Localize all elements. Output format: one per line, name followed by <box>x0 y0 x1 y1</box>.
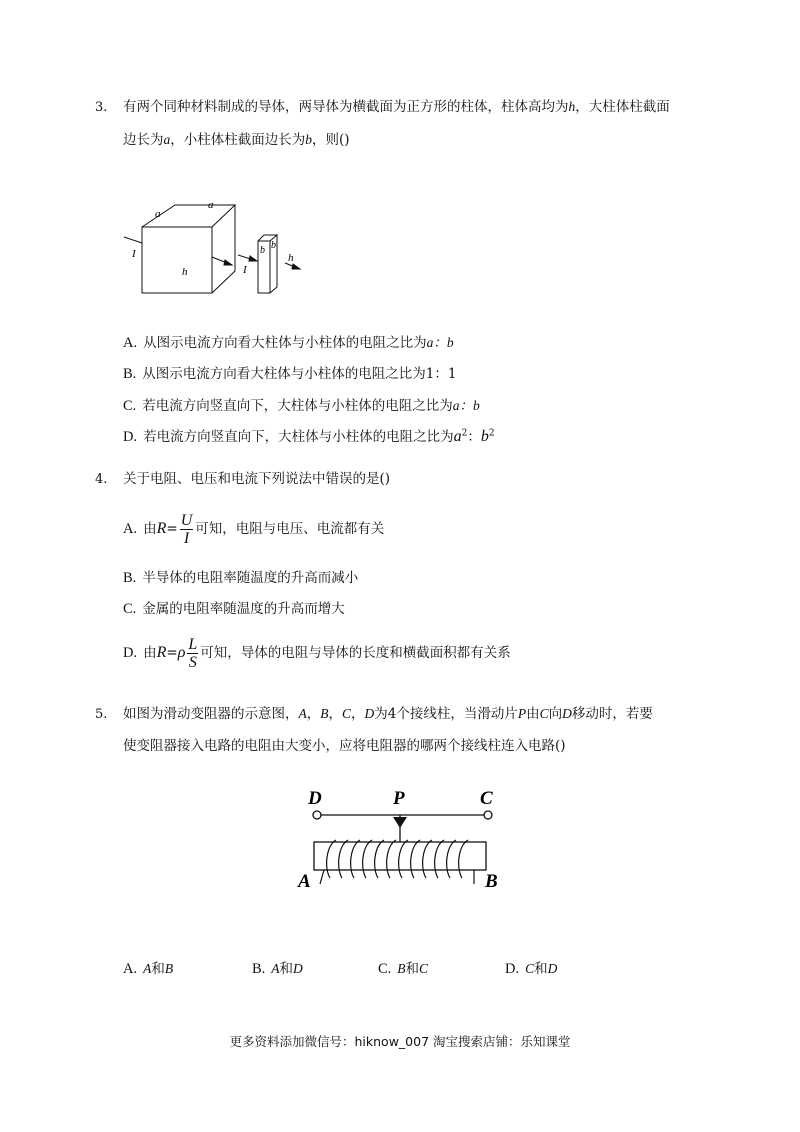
q5-var-P: P <box>517 706 527 721</box>
q3-var-b: b <box>305 132 312 147</box>
q5-option-c-y: C <box>419 961 429 976</box>
slider-rod <box>313 811 492 842</box>
q4-option-b-label: B. <box>123 570 137 586</box>
footer-promo: 更多资料添加微信号：hiknow_007 淘宝搜索店铺：乐知课堂 <box>229 1034 571 1049</box>
q3-line2-end: ，则() <box>312 132 350 148</box>
q5-option-a-label: A. <box>123 961 138 977</box>
q5-option-d-x: C <box>525 961 535 976</box>
q3-option-d-label: D. <box>123 429 138 445</box>
q4-option-c[interactable] <box>123 597 345 618</box>
q5-var-D2: D <box>562 706 572 721</box>
fig-label-a-left: a <box>155 208 161 220</box>
rheo-label-P: P <box>393 788 405 809</box>
q4-option-d-R: R <box>156 644 167 661</box>
q3-line2-a: 边长为 <box>123 132 164 148</box>
q5-var-B: B <box>320 706 329 721</box>
big-cube-front <box>142 227 212 293</box>
q3-line2-b: ，小柱体柱截面边长为 <box>170 132 306 148</box>
q4-option-a-fraction <box>180 512 194 547</box>
arrow-big-out-head <box>224 260 232 265</box>
q3-option-c-math: a：b <box>452 398 480 413</box>
q3-option-d-sup2: 2 <box>488 428 495 439</box>
q3-line1-end: ，大柱体柱截面 <box>575 99 670 115</box>
rheo-label-B: B <box>485 871 498 892</box>
q4-option-a[interactable] <box>123 512 384 547</box>
q5-option-d-and: 和 <box>534 961 548 977</box>
q4-option-a-label: A. <box>123 521 138 537</box>
arrow-small-out-head <box>292 264 300 269</box>
q5-comma-3: ， <box>351 706 365 722</box>
q3-option-a-text: 从图示电流方向看大柱体与小柱体的电阻之比为 <box>143 335 427 351</box>
q3-option-b-label: B. <box>123 366 137 382</box>
fig-label-h-big: h <box>182 266 188 278</box>
q5-var-D: D <box>364 706 375 721</box>
q4-option-d-post: 可知，导体的电阻与导体的长度和横截面积都有关系 <box>200 645 511 661</box>
q3-line2 <box>123 130 350 150</box>
q3-var-h: h <box>568 99 576 114</box>
q3-option-d-base1: a <box>453 428 462 445</box>
fig-label-b2: b <box>271 240 276 251</box>
q4-option-c-text: 金属的电阻率随温度的升高而增大 <box>142 601 345 617</box>
q4-option-a-num: U <box>180 512 193 529</box>
q5-option-b-and: 和 <box>279 961 294 977</box>
q4-option-a-R: R <box>156 520 167 537</box>
q3-var-a: a <box>163 132 171 147</box>
q5-option-b-label: B. <box>252 961 266 977</box>
q5-option-a-x: A <box>143 961 152 976</box>
q5-line1 <box>123 704 653 724</box>
q4-option-c-label: C. <box>123 601 137 617</box>
q4-option-d-den: S <box>188 654 197 671</box>
q3-figure-conductors <box>120 195 320 305</box>
q4-option-d[interactable] <box>123 636 511 671</box>
q3-option-d[interactable] <box>123 425 495 446</box>
q5-option-c-and: 和 <box>405 961 420 977</box>
q5-option-d-label: D. <box>505 961 520 977</box>
q3-option-a[interactable] <box>123 331 454 352</box>
q3-option-b[interactable] <box>123 362 456 383</box>
q5-option-a-y: B <box>164 961 174 976</box>
fig-label-I-right: I <box>243 264 247 276</box>
q3-option-c-label: C. <box>123 398 137 414</box>
q5-line1-e: 移动时，若要 <box>571 706 653 722</box>
q4-option-d-num: L <box>188 636 198 653</box>
rheo-label-C: C <box>480 788 493 809</box>
q4-option-d-rho: ρ <box>177 644 186 661</box>
arrow-small-in-head <box>249 256 257 261</box>
q5-line1-c: 由 <box>526 706 540 722</box>
q4-option-d-pre: 由 <box>143 645 157 661</box>
q3-option-c-text: 若电流方向竖直向下，大柱体与小柱体的电阻之比为 <box>142 398 453 414</box>
q4-text: 关于电阻、电压和电流下列说法中错误的是() <box>123 471 391 487</box>
slider-p <box>393 817 407 828</box>
q3-option-b-math: 1：1 <box>425 366 457 382</box>
q5-line1-a: 如图为滑动变阻器的示意图， <box>123 706 299 722</box>
q4-option-a-pre: 由 <box>143 521 157 537</box>
q3-option-d-sup1: 2 <box>461 428 468 439</box>
coil-turns <box>327 840 468 878</box>
q5-option-b-y: D <box>293 961 303 976</box>
q3-number: 3. <box>95 100 108 115</box>
q3-option-a-label: A. <box>123 335 138 351</box>
q5-option-c[interactable] <box>378 957 428 978</box>
terminal-C <box>484 811 492 819</box>
q3-line1-text: 有两个同种材料制成的导体，两导体为横截面为正方形的柱体，柱体高均为 <box>123 99 569 115</box>
q4-option-a-post: 可知，电阻与电压、电流都有关 <box>195 521 385 537</box>
q5-option-b[interactable] <box>252 957 303 978</box>
q5-option-b-x: A <box>271 961 280 976</box>
q5-line1-d: 向 <box>548 706 563 722</box>
q3-option-d-sep: ： <box>467 429 481 445</box>
q5-option-d-y: D <box>547 961 558 976</box>
arrow-left-in <box>124 237 142 243</box>
fig-label-I-left: I <box>132 248 136 260</box>
q3-line1 <box>123 97 670 117</box>
rheo-label-D: D <box>308 788 322 809</box>
q4-option-a-eq: = <box>166 521 178 537</box>
q5-option-a[interactable] <box>123 957 173 978</box>
q3-option-d-text: 若电流方向竖直向下，大柱体与小柱体的电阻之比为 <box>143 429 454 445</box>
fig-label-b1: b <box>260 245 265 256</box>
terminal-D <box>313 811 321 819</box>
q4-number: 4. <box>95 472 108 487</box>
q4-option-d-eq: = <box>166 645 178 661</box>
q5-comma-2: ， <box>328 706 342 722</box>
fig-label-h-small: h <box>288 252 294 264</box>
q5-number: 5. <box>95 707 108 722</box>
q5-var-C2: C <box>539 706 549 721</box>
q4-option-b[interactable] <box>123 566 358 587</box>
q5-comma-1: ， <box>306 706 321 722</box>
q5-option-a-and: 和 <box>151 961 165 977</box>
q4-option-d-fraction <box>187 636 198 671</box>
q3-option-a-math: a：b <box>426 335 454 350</box>
q4-option-a-den: I <box>183 530 190 547</box>
q4-option-b-text: 半导体的电阻率随温度的升高而减小 <box>142 570 359 586</box>
q4-option-d-label: D. <box>123 645 138 661</box>
q5-figure-rheostat <box>290 780 510 890</box>
q5-var-C: C <box>342 706 352 721</box>
big-cube-side <box>212 205 235 293</box>
lead-A <box>320 870 324 884</box>
q5-option-d[interactable] <box>505 957 557 978</box>
q3-option-b-text: 从图示电流方向看大柱体与小柱体的电阻之比为 <box>142 366 426 382</box>
q5-option-c-x: B <box>397 961 406 976</box>
q5-line1-b: 为4个接线柱，当滑动片 <box>374 706 518 722</box>
coil-windings <box>320 840 474 884</box>
q3-option-c[interactable] <box>123 394 480 415</box>
q5-line2: 使变阻器接入电路的电阻由大变小，应将电阻器的哪两个接线柱连入电路() <box>123 738 566 754</box>
fig-label-a-top: a <box>208 199 214 211</box>
rheo-label-A: A <box>298 871 311 892</box>
q5-var-A: A <box>298 706 307 721</box>
q5-option-c-label: C. <box>378 961 392 977</box>
q3-option-d-base2: b <box>480 428 489 445</box>
